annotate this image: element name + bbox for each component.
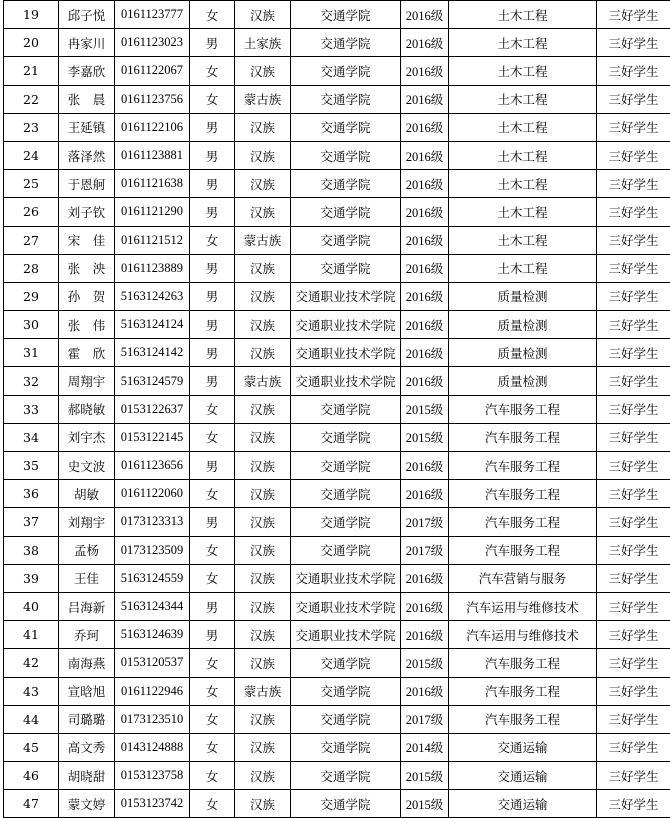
major-cell: 交通运输 bbox=[449, 790, 597, 818]
major-cell: 汽车服务工程 bbox=[449, 508, 597, 536]
name-cell: 落泽然 bbox=[59, 141, 115, 169]
ethnicity-cell: 汉族 bbox=[235, 508, 291, 536]
student-id-cell: 0173123510 bbox=[115, 705, 190, 733]
ethnicity-cell: 汉族 bbox=[235, 339, 291, 367]
college-cell: 交通学院 bbox=[291, 649, 401, 677]
major-cell: 土木工程 bbox=[449, 198, 597, 226]
college-cell: 交通职业技术学院 bbox=[291, 367, 401, 395]
major-cell: 土木工程 bbox=[449, 141, 597, 169]
table-row bbox=[4, 226, 670, 254]
award-cell: 三好学生 bbox=[597, 592, 670, 620]
name-cell: 胡晓甜 bbox=[59, 762, 115, 790]
table-row bbox=[4, 29, 670, 57]
ethnicity-cell: 汉族 bbox=[235, 423, 291, 451]
college-cell: 交通职业技术学院 bbox=[291, 621, 401, 649]
seq-cell: 41 bbox=[4, 621, 59, 649]
table-row bbox=[4, 790, 670, 818]
table-row bbox=[4, 57, 670, 85]
student-id-cell: 0153120537 bbox=[115, 649, 190, 677]
college-cell: 交通学院 bbox=[291, 762, 401, 790]
ethnicity-cell: 蒙古族 bbox=[235, 677, 291, 705]
table-row bbox=[4, 282, 670, 310]
ethnicity-cell: 汉族 bbox=[235, 170, 291, 198]
major-cell: 土木工程 bbox=[449, 1, 597, 29]
seq-cell: 30 bbox=[4, 311, 59, 339]
grade-cell: 2016级 bbox=[401, 141, 449, 169]
ethnicity-cell: 汉族 bbox=[235, 113, 291, 141]
student-id-cell: 0161121512 bbox=[115, 226, 190, 254]
grade-cell: 2016级 bbox=[401, 339, 449, 367]
seq-cell: 44 bbox=[4, 705, 59, 733]
gender-cell: 女 bbox=[190, 85, 235, 113]
student-id-cell: 0161123656 bbox=[115, 452, 190, 480]
name-cell: 王佳 bbox=[59, 564, 115, 592]
seq-cell: 33 bbox=[4, 395, 59, 423]
gender-cell: 男 bbox=[190, 170, 235, 198]
name-cell: 张 晨 bbox=[59, 85, 115, 113]
student-id-cell: 0161123756 bbox=[115, 85, 190, 113]
grade-cell: 2016级 bbox=[401, 282, 449, 310]
table-row bbox=[4, 85, 670, 113]
student-id-cell: 0161122946 bbox=[115, 677, 190, 705]
college-cell: 交通学院 bbox=[291, 705, 401, 733]
ethnicity-cell: 汉族 bbox=[235, 621, 291, 649]
seq-cell: 46 bbox=[4, 762, 59, 790]
award-roster-table bbox=[3, 0, 670, 818]
grade-cell: 2016级 bbox=[401, 367, 449, 395]
name-cell: 王延镇 bbox=[59, 113, 115, 141]
college-cell: 交通学院 bbox=[291, 536, 401, 564]
major-cell: 汽车服务工程 bbox=[449, 677, 597, 705]
award-cell: 三好学生 bbox=[597, 1, 670, 29]
college-cell: 交通学院 bbox=[291, 790, 401, 818]
ethnicity-cell: 汉族 bbox=[235, 733, 291, 761]
gender-cell: 女 bbox=[190, 57, 235, 85]
table-row bbox=[4, 536, 670, 564]
ethnicity-cell: 汉族 bbox=[235, 705, 291, 733]
seq-cell: 47 bbox=[4, 790, 59, 818]
ethnicity-cell: 汉族 bbox=[235, 536, 291, 564]
student-id-cell: 5163124639 bbox=[115, 621, 190, 649]
award-cell: 三好学生 bbox=[597, 790, 670, 818]
college-cell: 交通学院 bbox=[291, 1, 401, 29]
award-cell: 三好学生 bbox=[597, 621, 670, 649]
major-cell: 质量检测 bbox=[449, 311, 597, 339]
college-cell: 交通职业技术学院 bbox=[291, 592, 401, 620]
seq-cell: 21 bbox=[4, 57, 59, 85]
award-cell: 三好学生 bbox=[597, 677, 670, 705]
name-cell: 于恩舸 bbox=[59, 170, 115, 198]
college-cell: 交通学院 bbox=[291, 226, 401, 254]
gender-cell: 女 bbox=[190, 705, 235, 733]
college-cell: 交通学院 bbox=[291, 170, 401, 198]
grade-cell: 2016级 bbox=[401, 198, 449, 226]
major-cell: 土木工程 bbox=[449, 113, 597, 141]
grade-cell: 2016级 bbox=[401, 592, 449, 620]
major-cell: 土木工程 bbox=[449, 226, 597, 254]
major-cell: 质量检测 bbox=[449, 367, 597, 395]
table-row bbox=[4, 649, 670, 677]
major-cell: 汽车服务工程 bbox=[449, 649, 597, 677]
award-cell: 三好学生 bbox=[597, 170, 670, 198]
table-row bbox=[4, 452, 670, 480]
name-cell: 李嘉欣 bbox=[59, 57, 115, 85]
seq-cell: 22 bbox=[4, 85, 59, 113]
college-cell: 交通学院 bbox=[291, 733, 401, 761]
seq-cell: 31 bbox=[4, 339, 59, 367]
student-id-cell: 5163124263 bbox=[115, 282, 190, 310]
student-id-cell: 0173123509 bbox=[115, 536, 190, 564]
major-cell: 汽车服务工程 bbox=[449, 395, 597, 423]
gender-cell: 女 bbox=[190, 649, 235, 677]
grade-cell: 2017级 bbox=[401, 536, 449, 564]
name-cell: 霍 欣 bbox=[59, 339, 115, 367]
seq-cell: 40 bbox=[4, 592, 59, 620]
award-cell: 三好学生 bbox=[597, 564, 670, 592]
gender-cell: 女 bbox=[190, 395, 235, 423]
student-id-cell: 5163124579 bbox=[115, 367, 190, 395]
gender-cell: 女 bbox=[190, 677, 235, 705]
grade-cell: 2016级 bbox=[401, 226, 449, 254]
ethnicity-cell: 汉族 bbox=[235, 254, 291, 282]
student-id-cell: 0153122145 bbox=[115, 423, 190, 451]
award-cell: 三好学生 bbox=[597, 705, 670, 733]
award-cell: 三好学生 bbox=[597, 452, 670, 480]
gender-cell: 男 bbox=[190, 508, 235, 536]
gender-cell: 女 bbox=[190, 790, 235, 818]
grade-cell: 2016级 bbox=[401, 452, 449, 480]
student-id-cell: 0173123313 bbox=[115, 508, 190, 536]
gender-cell: 男 bbox=[190, 367, 235, 395]
gender-cell: 女 bbox=[190, 564, 235, 592]
grade-cell: 2015级 bbox=[401, 423, 449, 451]
table-row bbox=[4, 254, 670, 282]
ethnicity-cell: 蒙古族 bbox=[235, 367, 291, 395]
award-cell: 三好学生 bbox=[597, 141, 670, 169]
table-row bbox=[4, 621, 670, 649]
award-cell: 三好学生 bbox=[597, 198, 670, 226]
table-row bbox=[4, 311, 670, 339]
major-cell: 质量检测 bbox=[449, 339, 597, 367]
gender-cell: 男 bbox=[190, 282, 235, 310]
table-row bbox=[4, 141, 670, 169]
college-cell: 交通学院 bbox=[291, 452, 401, 480]
award-cell: 三好学生 bbox=[597, 29, 670, 57]
name-cell: 南海燕 bbox=[59, 649, 115, 677]
college-cell: 交通学院 bbox=[291, 29, 401, 57]
name-cell: 孙 贺 bbox=[59, 282, 115, 310]
grade-cell: 2016级 bbox=[401, 311, 449, 339]
table-row bbox=[4, 480, 670, 508]
seq-cell: 26 bbox=[4, 198, 59, 226]
college-cell: 交通学院 bbox=[291, 141, 401, 169]
student-id-cell: 0153123758 bbox=[115, 762, 190, 790]
award-cell: 三好学生 bbox=[597, 649, 670, 677]
name-cell: 胡敏 bbox=[59, 480, 115, 508]
student-id-cell: 0161123889 bbox=[115, 254, 190, 282]
seq-cell: 28 bbox=[4, 254, 59, 282]
gender-cell: 女 bbox=[190, 536, 235, 564]
seq-cell: 42 bbox=[4, 649, 59, 677]
grade-cell: 2015级 bbox=[401, 395, 449, 423]
seq-cell: 32 bbox=[4, 367, 59, 395]
name-cell: 周翔宇 bbox=[59, 367, 115, 395]
student-id-cell: 0161122067 bbox=[115, 57, 190, 85]
gender-cell: 女 bbox=[190, 733, 235, 761]
major-cell: 交通运输 bbox=[449, 733, 597, 761]
grade-cell: 2016级 bbox=[401, 1, 449, 29]
college-cell: 交通学院 bbox=[291, 480, 401, 508]
student-id-cell: 0161123023 bbox=[115, 29, 190, 57]
table-row bbox=[4, 762, 670, 790]
award-cell: 三好学生 bbox=[597, 254, 670, 282]
seq-cell: 38 bbox=[4, 536, 59, 564]
ethnicity-cell: 汉族 bbox=[235, 57, 291, 85]
major-cell: 汽车运用与维修技术 bbox=[449, 621, 597, 649]
table-row bbox=[4, 677, 670, 705]
award-cell: 三好学生 bbox=[597, 733, 670, 761]
major-cell: 土木工程 bbox=[449, 170, 597, 198]
table-row bbox=[4, 733, 670, 761]
grade-cell: 2016级 bbox=[401, 621, 449, 649]
table-row bbox=[4, 564, 670, 592]
name-cell: 刘翔宇 bbox=[59, 508, 115, 536]
student-id-cell: 5163124124 bbox=[115, 311, 190, 339]
seq-cell: 43 bbox=[4, 677, 59, 705]
award-cell: 三好学生 bbox=[597, 311, 670, 339]
student-id-cell: 0161122106 bbox=[115, 113, 190, 141]
ethnicity-cell: 汉族 bbox=[235, 311, 291, 339]
student-id-cell: 0161123777 bbox=[115, 1, 190, 29]
seq-cell: 29 bbox=[4, 282, 59, 310]
major-cell: 交通运输 bbox=[449, 762, 597, 790]
table-row bbox=[4, 1, 670, 29]
seq-cell: 37 bbox=[4, 508, 59, 536]
student-id-cell: 0143124888 bbox=[115, 733, 190, 761]
college-cell: 交通学院 bbox=[291, 254, 401, 282]
award-cell: 三好学生 bbox=[597, 113, 670, 141]
gender-cell: 女 bbox=[190, 480, 235, 508]
major-cell: 土木工程 bbox=[449, 29, 597, 57]
student-id-cell: 0161122060 bbox=[115, 480, 190, 508]
college-cell: 交通职业技术学院 bbox=[291, 311, 401, 339]
student-id-cell: 5163124559 bbox=[115, 564, 190, 592]
major-cell: 汽车服务工程 bbox=[449, 452, 597, 480]
seq-cell: 35 bbox=[4, 452, 59, 480]
table-row bbox=[4, 705, 670, 733]
student-id-cell: 0161123881 bbox=[115, 141, 190, 169]
ethnicity-cell: 蒙古族 bbox=[235, 85, 291, 113]
award-cell: 三好学生 bbox=[597, 423, 670, 451]
college-cell: 交通学院 bbox=[291, 423, 401, 451]
ethnicity-cell: 土家族 bbox=[235, 29, 291, 57]
seq-cell: 36 bbox=[4, 480, 59, 508]
student-id-cell: 0153122637 bbox=[115, 395, 190, 423]
table-row bbox=[4, 508, 670, 536]
name-cell: 吕海新 bbox=[59, 592, 115, 620]
award-cell: 三好学生 bbox=[597, 480, 670, 508]
ethnicity-cell: 汉族 bbox=[235, 1, 291, 29]
college-cell: 交通职业技术学院 bbox=[291, 564, 401, 592]
name-cell: 司璐璐 bbox=[59, 705, 115, 733]
table-row bbox=[4, 113, 670, 141]
name-cell: 刘子钦 bbox=[59, 198, 115, 226]
college-cell: 交通职业技术学院 bbox=[291, 339, 401, 367]
gender-cell: 男 bbox=[190, 141, 235, 169]
college-cell: 交通学院 bbox=[291, 57, 401, 85]
ethnicity-cell: 汉族 bbox=[235, 141, 291, 169]
student-id-cell: 5163124344 bbox=[115, 592, 190, 620]
name-cell: 宣晗旭 bbox=[59, 677, 115, 705]
major-cell: 土木工程 bbox=[449, 85, 597, 113]
award-cell: 三好学生 bbox=[597, 85, 670, 113]
gender-cell: 女 bbox=[190, 1, 235, 29]
award-cell: 三好学生 bbox=[597, 226, 670, 254]
table-row bbox=[4, 170, 670, 198]
college-cell: 交通学院 bbox=[291, 508, 401, 536]
award-cell: 三好学生 bbox=[597, 508, 670, 536]
gender-cell: 男 bbox=[190, 621, 235, 649]
grade-cell: 2015级 bbox=[401, 762, 449, 790]
grade-cell: 2015级 bbox=[401, 790, 449, 818]
grade-cell: 2016级 bbox=[401, 564, 449, 592]
major-cell: 汽车服务工程 bbox=[449, 423, 597, 451]
student-id-cell: 0153123742 bbox=[115, 790, 190, 818]
student-id-cell: 0161121638 bbox=[115, 170, 190, 198]
seq-cell: 25 bbox=[4, 170, 59, 198]
gender-cell: 男 bbox=[190, 592, 235, 620]
seq-cell: 27 bbox=[4, 226, 59, 254]
grade-cell: 2016级 bbox=[401, 85, 449, 113]
grade-cell: 2016级 bbox=[401, 170, 449, 198]
table-row bbox=[4, 339, 670, 367]
major-cell: 质量检测 bbox=[449, 282, 597, 310]
ethnicity-cell: 汉族 bbox=[235, 762, 291, 790]
college-cell: 交通学院 bbox=[291, 395, 401, 423]
name-cell: 冉家川 bbox=[59, 29, 115, 57]
ethnicity-cell: 汉族 bbox=[235, 790, 291, 818]
name-cell: 高文秀 bbox=[59, 733, 115, 761]
gender-cell: 男 bbox=[190, 254, 235, 282]
name-cell: 刘宇杰 bbox=[59, 423, 115, 451]
name-cell: 孟杨 bbox=[59, 536, 115, 564]
college-cell: 交通学院 bbox=[291, 113, 401, 141]
seq-cell: 39 bbox=[4, 564, 59, 592]
ethnicity-cell: 蒙古族 bbox=[235, 226, 291, 254]
name-cell: 史文波 bbox=[59, 452, 115, 480]
college-cell: 交通学院 bbox=[291, 677, 401, 705]
grade-cell: 2017级 bbox=[401, 508, 449, 536]
name-cell: 张 伟 bbox=[59, 311, 115, 339]
name-cell: 邱子悦 bbox=[59, 1, 115, 29]
student-id-cell: 0161121290 bbox=[115, 198, 190, 226]
major-cell: 汽车服务工程 bbox=[449, 536, 597, 564]
gender-cell: 男 bbox=[190, 311, 235, 339]
ethnicity-cell: 汉族 bbox=[235, 564, 291, 592]
name-cell: 宋 佳 bbox=[59, 226, 115, 254]
major-cell: 土木工程 bbox=[449, 254, 597, 282]
grade-cell: 2016级 bbox=[401, 254, 449, 282]
ethnicity-cell: 汉族 bbox=[235, 480, 291, 508]
grade-cell: 2017级 bbox=[401, 705, 449, 733]
table-row bbox=[4, 423, 670, 451]
gender-cell: 女 bbox=[190, 226, 235, 254]
seq-cell: 20 bbox=[4, 29, 59, 57]
ethnicity-cell: 汉族 bbox=[235, 198, 291, 226]
name-cell: 乔珂 bbox=[59, 621, 115, 649]
table-row bbox=[4, 395, 670, 423]
grade-cell: 2014级 bbox=[401, 733, 449, 761]
gender-cell: 男 bbox=[190, 198, 235, 226]
ethnicity-cell: 汉族 bbox=[235, 452, 291, 480]
grade-cell: 2016级 bbox=[401, 113, 449, 141]
ethnicity-cell: 汉族 bbox=[235, 592, 291, 620]
gender-cell: 女 bbox=[190, 762, 235, 790]
award-cell: 三好学生 bbox=[597, 395, 670, 423]
grade-cell: 2016级 bbox=[401, 29, 449, 57]
student-id-cell: 5163124142 bbox=[115, 339, 190, 367]
college-cell: 交通学院 bbox=[291, 85, 401, 113]
table-row bbox=[4, 198, 670, 226]
table-row bbox=[4, 592, 670, 620]
name-cell: 郝晓敏 bbox=[59, 395, 115, 423]
grade-cell: 2016级 bbox=[401, 57, 449, 85]
gender-cell: 男 bbox=[190, 452, 235, 480]
college-cell: 交通学院 bbox=[291, 198, 401, 226]
table-row bbox=[4, 367, 670, 395]
major-cell: 土木工程 bbox=[449, 57, 597, 85]
college-cell: 交通职业技术学院 bbox=[291, 282, 401, 310]
ethnicity-cell: 汉族 bbox=[235, 649, 291, 677]
gender-cell: 男 bbox=[190, 113, 235, 141]
seq-cell: 19 bbox=[4, 1, 59, 29]
major-cell: 汽车服务工程 bbox=[449, 480, 597, 508]
award-cell: 三好学生 bbox=[597, 536, 670, 564]
seq-cell: 23 bbox=[4, 113, 59, 141]
grade-cell: 2015级 bbox=[401, 649, 449, 677]
ethnicity-cell: 汉族 bbox=[235, 395, 291, 423]
grade-cell: 2016级 bbox=[401, 677, 449, 705]
gender-cell: 女 bbox=[190, 423, 235, 451]
name-cell: 张 泱 bbox=[59, 254, 115, 282]
major-cell: 汽车服务工程 bbox=[449, 705, 597, 733]
award-cell: 三好学生 bbox=[597, 57, 670, 85]
name-cell: 蒙文婷 bbox=[59, 790, 115, 818]
gender-cell: 男 bbox=[190, 339, 235, 367]
ethnicity-cell: 汉族 bbox=[235, 282, 291, 310]
seq-cell: 34 bbox=[4, 423, 59, 451]
seq-cell: 45 bbox=[4, 733, 59, 761]
roster-body bbox=[4, 1, 670, 818]
award-cell: 三好学生 bbox=[597, 339, 670, 367]
gender-cell: 男 bbox=[190, 29, 235, 57]
grade-cell: 2016级 bbox=[401, 480, 449, 508]
seq-cell: 24 bbox=[4, 141, 59, 169]
major-cell: 汽车营销与服务 bbox=[449, 564, 597, 592]
award-cell: 三好学生 bbox=[597, 762, 670, 790]
major-cell: 汽车运用与维修技术 bbox=[449, 592, 597, 620]
award-cell: 三好学生 bbox=[597, 367, 670, 395]
award-cell: 三好学生 bbox=[597, 282, 670, 310]
